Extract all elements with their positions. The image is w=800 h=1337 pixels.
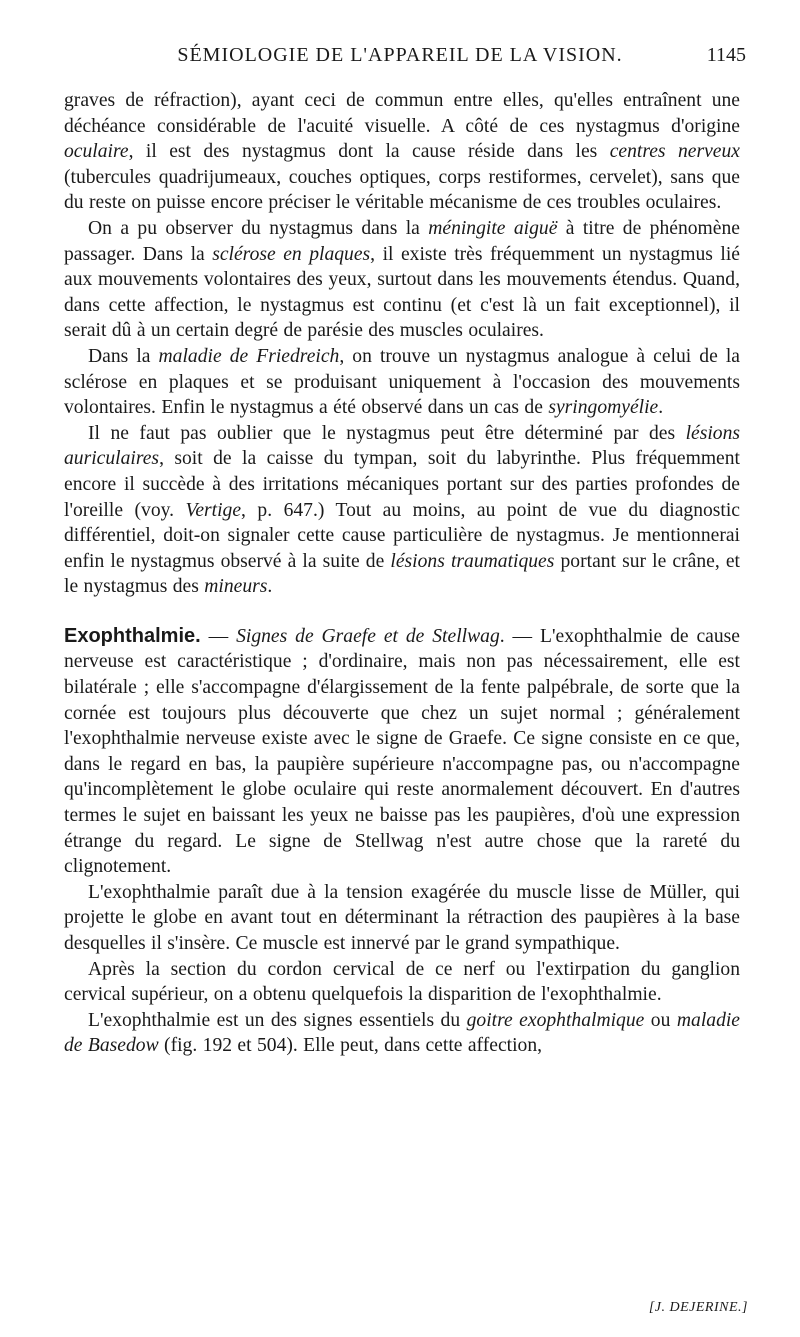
italic-term: oculaire	[64, 141, 129, 163]
paragraph-7: Après la section du cordon cervical de ce nerf ou l'extirpation du ganglion cervical supérieur, on a obtenu quelquefois la disparition de l'exophthalmie.	[64, 958, 740, 1006]
italic-term: lésions traumatiques	[390, 550, 555, 572]
paragraph-8: L'exophthalmie est un des signes essentiels du goitre exophthalmique ou maladie de Basedow (fig. 192 et 504). Elle peut, dans cette affection,	[64, 1009, 740, 1057]
italic-term: syringomyélie	[548, 397, 659, 419]
italic-term: lésions auriculaires	[64, 422, 740, 470]
paragraph-2: On a pu observer du nystagmus dans la méningite aiguë à titre de phénomène passager. Dans la sclérose en plaques, il existe très fréquemment un nystagmus lié aux mouvements volontaires des yeux, surtout dans les mouvements étendus. Quand, dans cette affection, le nystagmus est continu (et c'est là un fait exceptionnel), il serait dû à un certain degré de parésie des muscles oculaires.	[64, 217, 740, 342]
italic-term: mineurs	[204, 576, 268, 598]
paragraph-1: graves de réfraction), ayant ceci de commun entre elles, qu'elles entraînent une déchéance considérable de l'acuité visuelle. A côté de ces nystagmus d'origine oculaire, il est des nystagmus dont la cause réside dans les centres nerveux (tubercules quadrijumeaux, couches optiques, corps restiformes, cervelet), sans que du reste on puisse encore préciser le véritable mécanisme de ces troubles oculaires.	[64, 90, 740, 214]
author-signature: [J. DEJERINE.]	[648, 1300, 748, 1315]
italic-term: goitre exophthalmique	[466, 1009, 645, 1031]
page-number: 1145	[706, 44, 746, 66]
paragraph-exophthalmie: Exophthalmie. — Signes de Graefe et de Stellwag. — L'exophthalmie de cause nerveuse est caractéristique ; d'ordinaire, mais non pas nécessairement, elle est bilatérale ; elle s'accompagne d'élargissement de la fente palpébrale, de sorte que la cornée est toujours plus découverte que chez un sujet normal ; généralement l'exophthalmie nerveuse existe avec le signe de Graefe. Ce signe consiste en ce que, dans le regard en bas, la paupière supérieure n'accompagne pas, ou n'accompagne qu'incomplètement le globe oculaire qui reste anormalement découvert. En d'autres termes le sujet en baissant les yeux ne baisse pas les paupières, d'où une expression étrange du regard. Le signe de Stellwag n'est autre chose que la rareté du clignotement.	[64, 624, 740, 878]
section-heading: Exophthalmie.	[64, 624, 201, 647]
italic-term: méningite aiguë	[428, 217, 558, 239]
italic-term: maladie de Basedow	[64, 1009, 740, 1057]
paragraph-3: Dans la maladie de Friedreich, on trouve un nystagmus analogue à celui de la sclérose en plaques et se produisant uniquement à l'occasion des mouvements volontaires. Enfin le nystagmus a été observé dans un cas de syringomyélie.	[64, 345, 740, 419]
paragraph-4: Il ne faut pas oublier que le nystagmus peut être déterminé par des lésions auriculaires, soit de la caisse du tympan, soit du labyrinthe. Plus fréquemment encore il succède à des irritations mécaniques portant sur des parties profondes de l'oreille (voy. Vertige, p. 647.) Tout au moins, au point de vue du diagnostic différentiel, doit-on signaler cette cause particulière de nystagmus. Je mentionnerai enfin le nystagmus observé à la suite de lésions traumatiques portant sur le crâne, et le nystagmus des mineurs.	[64, 422, 741, 598]
page-header	[0, 44, 800, 74]
italic-term: maladie de Friedreich	[158, 345, 340, 367]
italic-term: centres nerveux	[609, 141, 740, 163]
running-title: SÉMIOLOGIE DE L'APPAREIL DE LA VISION.	[177, 44, 623, 66]
body-text	[64, 88, 740, 1059]
italic-term: Vertige	[185, 499, 242, 521]
italic-term: sclérose en plaques	[212, 243, 371, 265]
paragraph-6: L'exophthalmie paraît due à la tension exagérée du muscle lisse de Müller, qui projette le globe en avant tout en déterminant la rétraction des paupières à la base desquelles il s'insère. Ce muscle est innervé par le grand sympathique.	[64, 881, 740, 954]
italic-term: Signes de Graefe et de Stellwag	[236, 625, 500, 647]
